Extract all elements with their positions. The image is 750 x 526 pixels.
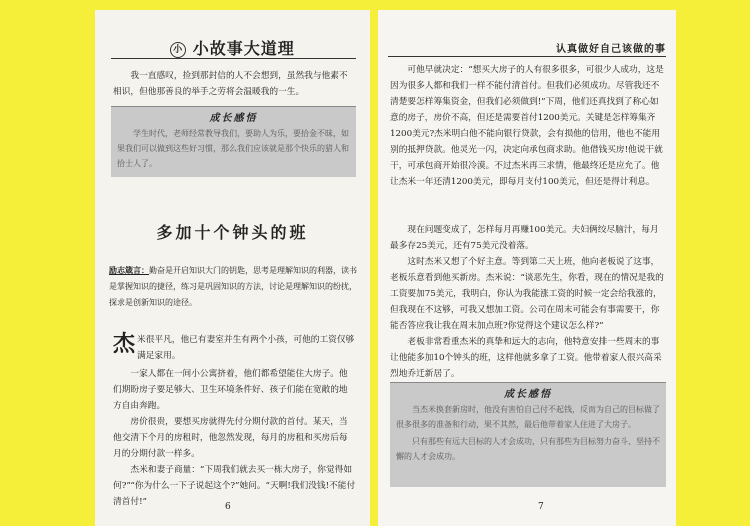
- growth-insight-box: [111, 106, 356, 177]
- paragraph-4: 杰米和妻子商量：“下周我们就去买一栋大房子，你觉得如何?”: [113, 465, 353, 491]
- motto-block: [109, 262, 360, 311]
- right-page: [378, 10, 676, 526]
- running-header-right: 认真做好自己该做的事: [556, 44, 666, 55]
- paragraph-2: 一家人都在一间小公寓挤着，他们都希望能住大房子。他们期盼房子要足够大、卫生环境条件好、孩子们能在宽敞的地方自由奔跑。: [113, 369, 348, 411]
- paragraph-1: 可他早就决定：“想买大房子的人有很多很多，可很少人成功，这是因为很多人都和我们一样不能付清首付。但我们必须成功。尽管我还不清楚要怎样筹集资金，但我们必须做到!”下周，他们还真找到了称心如意的房子，房价不高，但还是需要首付1200美元。关键是怎样筹集齐1200美元?杰米明白他不能向银行贷款，会有损他的信用，他也不能用别的抵押贷款。他灵光一闪，决定向承包商求助。他借钱买房!他说干就干，可承包商开始很冷漠。不过杰米再三求情，他最终还是应允了。他让杰米一年还清1200美元，即每月支付100美元，但还是得计利息。: [390, 65, 664, 187]
- growth-insight-title: 成长感悟: [504, 389, 552, 400]
- page-number: 6: [225, 502, 231, 512]
- page-number: 7: [538, 502, 544, 512]
- paragraph-2: 现在问题变成了，怎样每月再赚100美元。夫妇俩绞尽脑汁，每月最多存25美元，还有75美元没着落。: [390, 225, 659, 251]
- left-page: [95, 10, 370, 526]
- intro-paragraph: 我一直感叹，捡到那封信的人不会想到，虽然我与他素不相识，但他那善良的举手之劳将会温暖我的一生。: [113, 71, 348, 97]
- running-header-left: 小 小故事大道理: [95, 36, 370, 59]
- growth-insight-box: [390, 382, 666, 487]
- paragraph-3: 房价很贵，要想买房就得先付分期付款的首付。某天，当他交清下个月的房租时，他忽然发现，每月的房租和买房后每月的分期付款一样多。: [113, 417, 348, 459]
- growth-insight-text-2: 只有那些有远大目标的人才会成功，只有那些为目标努力奋斗、坚持不懈的人才会成功。: [396, 437, 660, 461]
- circle-mark-icon: 小: [170, 42, 186, 58]
- paragraph-5: “你为什么一下子说起这个?”她问。“天啊!我们没钱!不能付清首付!”: [113, 481, 356, 507]
- growth-insight-title: 成长感悟: [209, 113, 258, 124]
- paragraph-3: 这时杰米又想了个好主意。等到第二天上班，他向老板说了这事，老板乐意看到他买新房。杰米说：“谈恶先生，你看，现在的情况是我的工资要加75美元，我明白，你认为我能涨工资的时候一定会给我涨的，但我现在不这够，可我又想加工资。公司在周末可能会有事需要干，你能否答应我让我在周末加点班?你觉得这个建议怎么样?”: [390, 257, 664, 331]
- growth-insight-text: 学生时代，老师经常教导我们，要助人为乐，要拾金不昧，如果我们可以做到这些好习惯，那么我们应该就是那个快乐的猎人和拾士人了。: [117, 129, 349, 168]
- paragraph-1: 杰米很平凡，他已有妻室并生有两个小孩，可他的工资仅够满足家用。: [113, 331, 355, 361]
- drop-cap: 杰: [113, 331, 136, 357]
- motto-text: 勤奋是开启知识大门的钥匙，思考是理解知识的利器，读书是掌握知识的捷径，练习是巩固知识的方法，讨论是理解知识的纷扰，探求是创新知识的途径。: [109, 266, 357, 307]
- header-rule: [388, 56, 666, 57]
- header-rule: [111, 58, 356, 59]
- chapter-title: 多加十个钟头的班: [156, 223, 309, 242]
- growth-insight-text-1: 当杰米换套新房时，他没有害怕自己付不起钱，反而为自己的目标做了很多很多的准备和行动，果不其然，最后他带着家人住进了大房子。: [396, 405, 660, 429]
- motto-label: 励志箴言：: [109, 265, 149, 275]
- paragraph-4: 老板非常看重杰米的真挚和远大的志向，他特意安排一些周末的事让他能多加10个钟头的班，这样他就多拿了工资。他带着家人很兴高采烈地乔迁新居了。: [390, 337, 662, 379]
